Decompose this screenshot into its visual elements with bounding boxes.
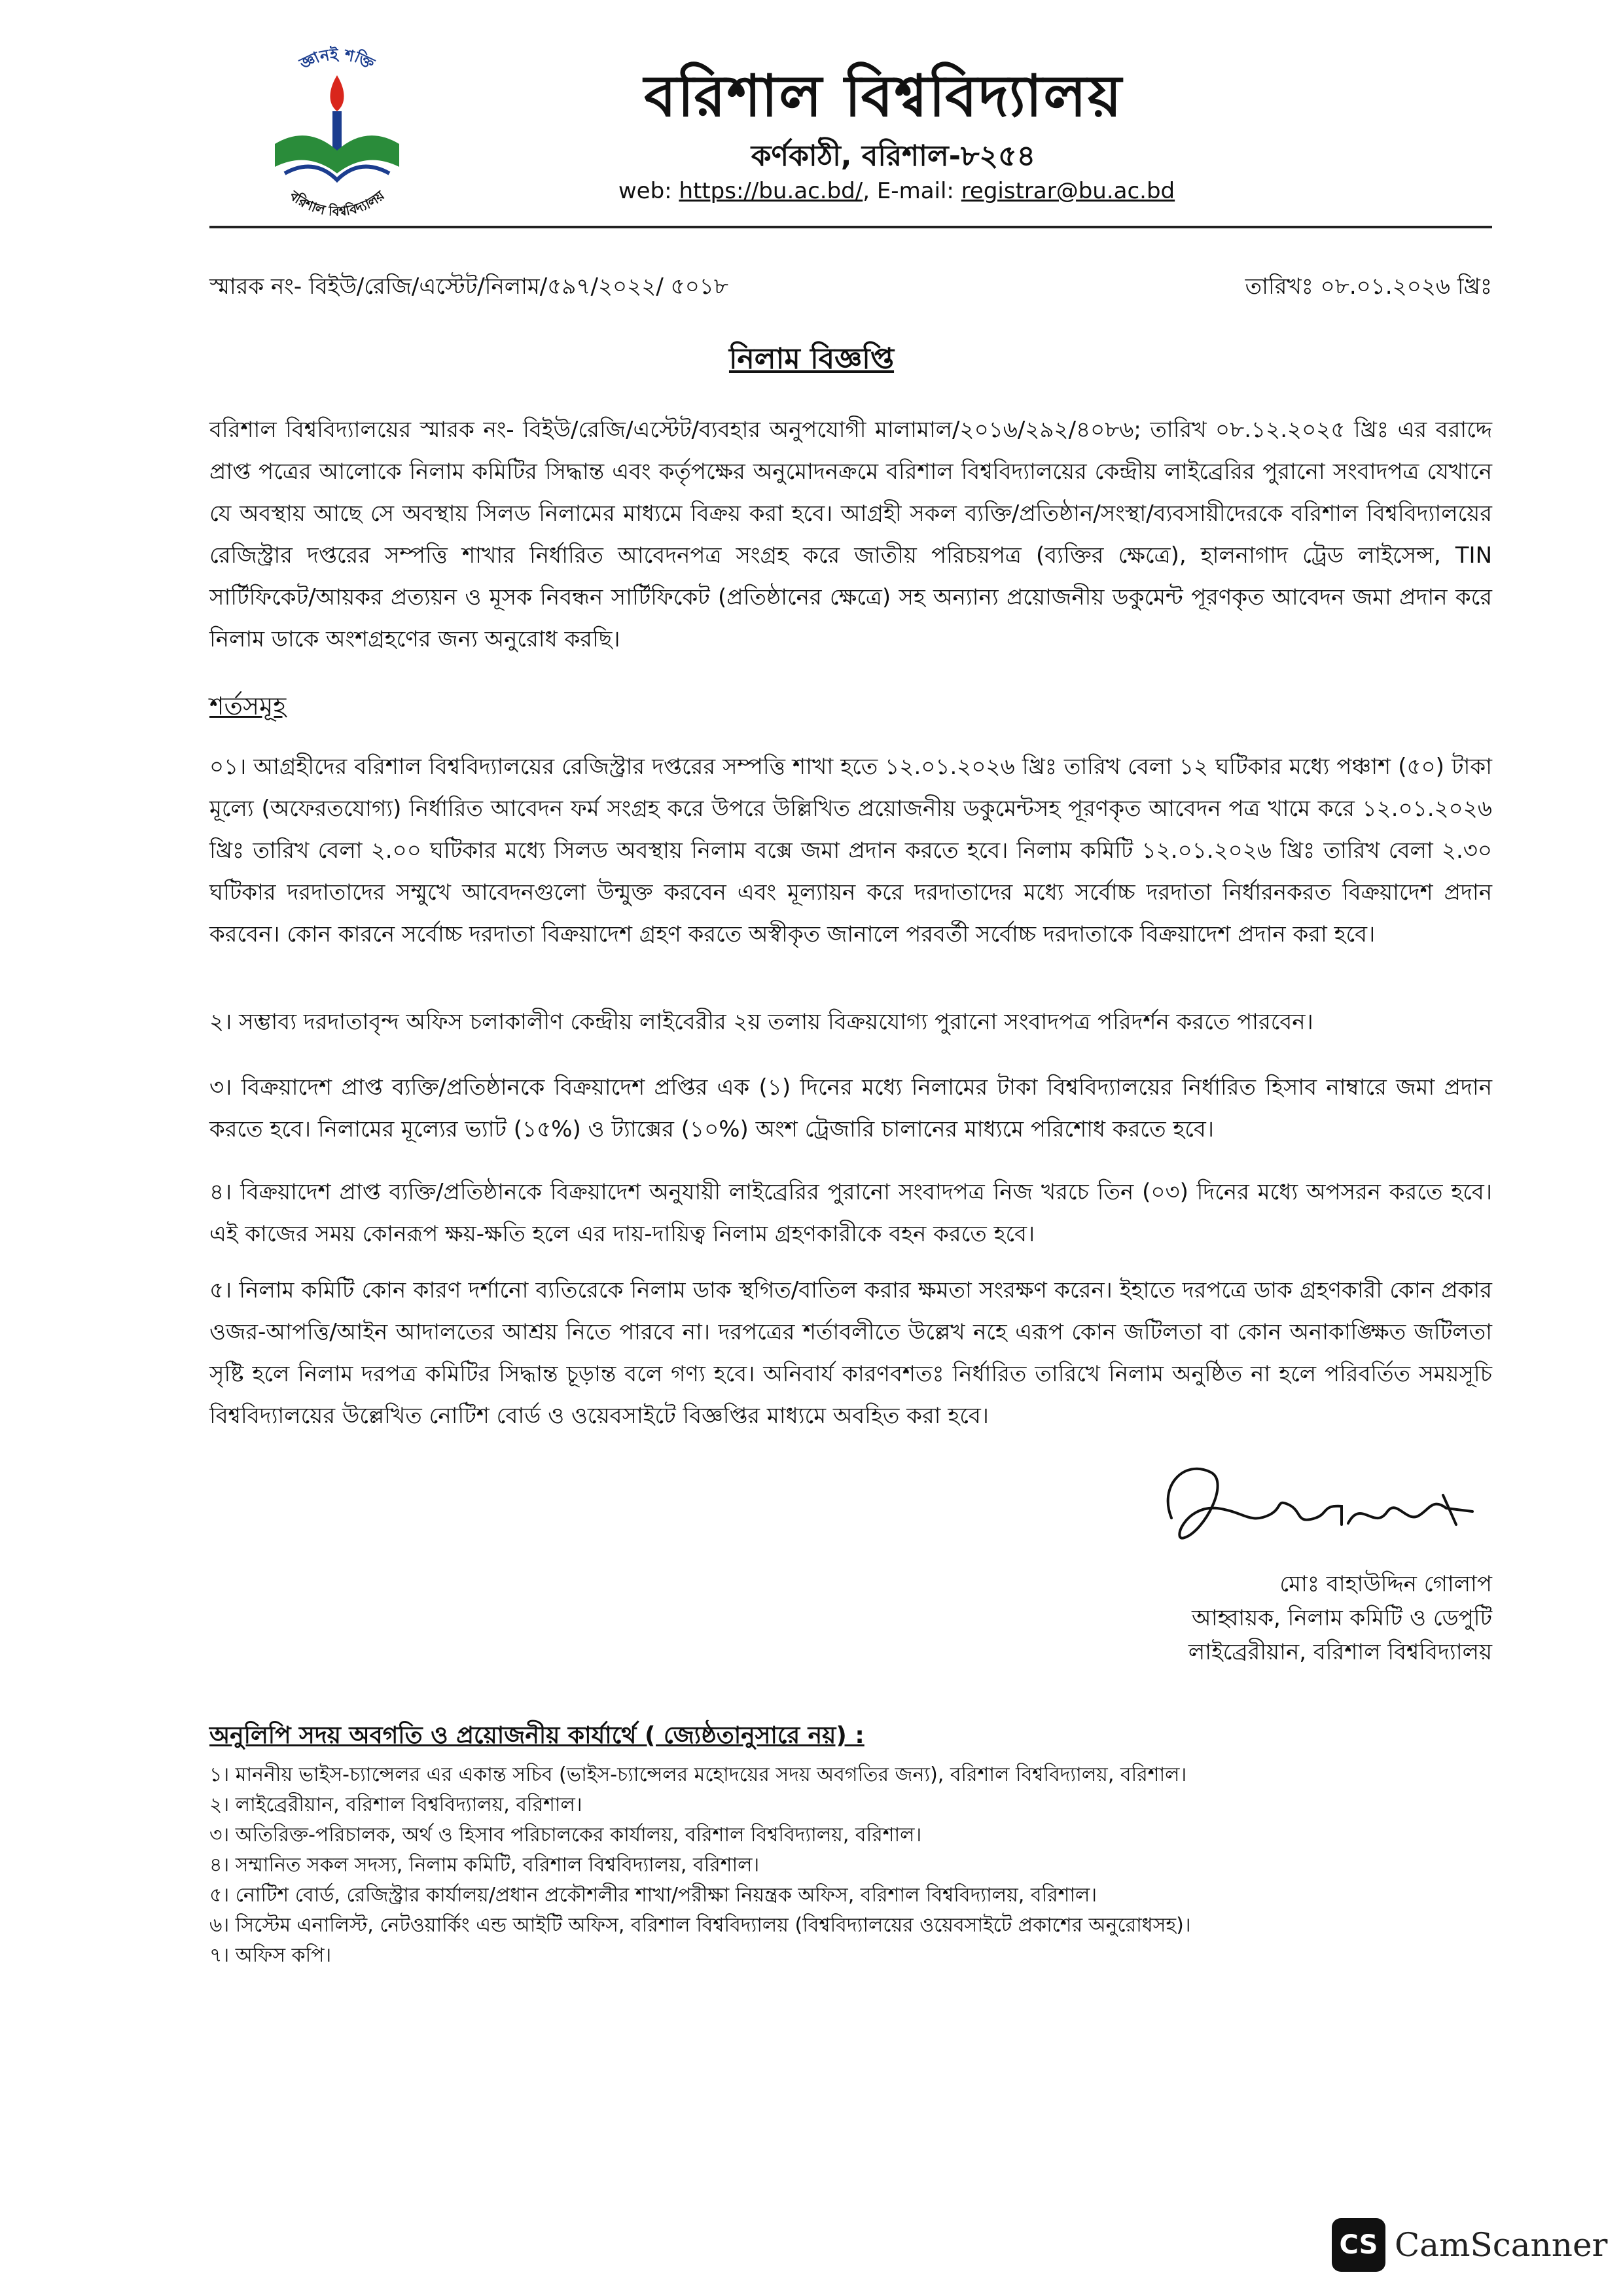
signatory-title-2: লাইব্রেরীয়ান, বরিশাল বিশ্ববিদ্যালয় — [1188, 1639, 1492, 1665]
copies-heading: অনুলিপি সদয় অবগতি ও প্রয়োজনীয় কার্যার্থে ( জ্যেষ্ঠতানুসারে নয়) : — [209, 1722, 865, 1749]
svg-text:বরিশাল বিশ্ববিদ্যালয়: বরিশাল বিশ্ববিদ্যালয় — [287, 187, 387, 216]
copy-item: ৬। সিস্টেম এনালিস্ট, নেটওয়ার্কিং এন্ড আইটি অফিস, বরিশাল বিশ্ববিদ্যালয় (বিশ্ববিদ্যালয়ের ওয়েবসাইটে প্রকাশের অনুরোধসহ)। — [209, 1914, 1191, 1937]
camscanner-badge-icon: CS — [1332, 2218, 1385, 2272]
header-divider — [209, 226, 1492, 228]
copy-item: ৪। সম্মানিত সকল সদস্য, নিলাম কমিটি, বরিশাল বিশ্ববিদ্যালয়, বরিশাল। — [209, 1854, 760, 1877]
contact-line — [0, 178, 1623, 204]
signature-image — [1145, 1446, 1492, 1557]
term-3: ৩। বিক্রয়াদেশ প্রাপ্ত ব্যক্তি/প্রতিষ্ঠানকে বিক্রয়াদেশ প্রপ্তির এক (১) দিনের মধ্যে নিলামের টাকা বিশ্ববিদ্যালয়ের নির্ধারিত হিসাব নাম্বারে জমা প্রদান করতে হবে। নিলামের মূল্যের ভ্যাট (১৫%) ও ট্যাক্সের (১০%) অংশ ট্রেজারি চালানের মাধ্যমে পরিশোধ করতে হবে। — [209, 1074, 1492, 1142]
term-1: ০১। আগ্রহীদের বরিশাল বিশ্ববিদ্যালয়ের রেজিস্ট্রার দপ্তরের সম্পত্তি শাখা হতে ১২.০১.২০২৬ খ্রিঃ তারিখ বেলা ১২ ঘটিকার মধ্যে পঞ্চাশ (৫০) টাকা মূল্যে (অফেরতযোগ্য) নির্ধারিত আবেদন ফর্ম সংগ্রহ করে উপরে উল্লিখিত প্রয়োজনীয় ডকুমেন্টসহ পূরণকৃত আবেদন পত্র খামে করে ১২.০১.২০২৬ খ্রিঃ তারিখ বেলা ২.০০ ঘটিকার মধ্যে সিলড অবস্থায় নিলাম বক্সে জমা প্রদান করতে হবে। নিলাম কমিটি ১২.০১.২০২৬ খ্রিঃ তারিখ বেলা ২.৩০ ঘটিকার দরদাতাদের সম্মুখে আবেদনগুলো উন্মুক্ত করবেন এবং মূল্যায়ন করে দরদাতাদের মধ্যে সর্বোচ্চ দরদাতা নির্ধারনকরত বিক্রয়াদেশ প্রদান করবেন। কোন কারনে সর্বোচ্চ দরদাতা বিক্রয়াদেশ গ্রহণ করতে অস্বীকৃত জানালে পরবর্তী সর্বোচ্চ দরদাতাকে বিক্রয়াদেশ প্রদান করা হবে। — [209, 754, 1492, 947]
intro-paragraph: বরিশাল বিশ্ববিদ্যালয়ের স্মারক নং- বিইউ/রেজি/এস্টেট/ব্যবহার অনুপযোগী মালামাল/২০১৬/২৯২/৪০৮৬; তারিখ ০৮.১২.২০২৫ খ্রিঃ এর বরাদ্দে প্রাপ্ত পত্রের আলোকে নিলাম কমিটির সিদ্ধান্ত এবং কর্তৃপক্ষের অনুমোদনক্রমে বরিশাল বিশ্ববিদ্যালয়ের কেন্দ্রীয় লাইব্রেরির পুরানো সংবাদপত্র যেখানে যে অবস্থায় আছে সে অবস্থায় সিলড নিলামের মাধ্যমে বিক্রয় করা হবে। আগ্রহী সকল ব্যক্তি/প্রতিষ্ঠান/সংস্থা/ব্যবসায়ীদেরকে বরিশাল বিশ্ববিদ্যালয়ের রেজিস্ট্রার দপ্তরের সম্পত্তি শাখার নির্ধারিত আবেদনপত্র সংগ্রহ করে জাতীয় পরিচয়পত্র (ব্যক্তির ক্ষেত্রে), হালনাগাদ ট্রেড লাইসেন্স, TIN সার্টিফিকেট/আয়কর প্রত্যয়ন ও মূসক নিবন্ধন সার্টিফিকেট (প্রতিষ্ঠানের ক্ষেত্রে) সহ অন্যান্য প্রয়োজনীয় ডকুমেন্ট পূরণকৃত আবেদন জমা প্রদান করে নিলাম ডাকে অংশগ্রহণের জন্য অনুরোধ করছি। — [209, 417, 1492, 652]
term-5: ৫। নিলাম কমিটি কোন কারণ দর্শানো ব্যতিরেকে নিলাম ডাক স্থগিত/বাতিল করার ক্ষমতা সংরক্ষণ করেন। ইহাতে দরপত্রে ডাক গ্রহণকারী কোন প্রকার ওজর-আপত্তি/আইন আদালতের আশ্রয় নিতে পারবে না। দরপত্রের শর্তাবলীতে উল্লেখ নহে এরূপ কোন জটিলতা বা কোন অনাকাঙ্ক্ষিত জটিলতা সৃষ্টি হলে নিলাম দরপত্র কমিটির সিদ্ধান্ত চূড়ান্ত বলে গণ্য হবে। অনিবার্য কারণবশতঃ নির্ধারিত তারিখে নিলাম অনুষ্ঠিত না হলে পরিবর্তিত সময়সূচি বিশ্ববিদ্যালয়ের উল্লেখিত নোটিশ বোর্ড ও ওয়েবসাইটে বিজ্ঞপ্তির মাধ্যমে অবহিত করা হবে। — [209, 1277, 1492, 1429]
web-prefix: web: — [618, 178, 679, 204]
memo-date: তারিখঃ ০৮.০১.২০২৬ খ্রিঃ — [1245, 274, 1492, 300]
copy-item: ৭। অফিস কপি। — [209, 1944, 332, 1967]
copy-item: ৩। অতিরিক্ত-পরিচালক, অর্থ ও হিসাব পরিচালকের কার্যালয়, বরিশাল বিশ্ববিদ্যালয়, বরিশাল। — [209, 1824, 922, 1846]
camscanner-watermark — [1332, 2218, 1607, 2272]
university-address: কর্ণকাঠী, বরিশাল-৮২৫৪ — [751, 139, 1036, 173]
email-link[interactable]: registrar@bu.ac.bd — [961, 178, 1175, 204]
copies-list — [209, 1760, 1191, 1971]
notice-subject: নিলাম বিজ্ঞপ্তি — [728, 342, 895, 376]
web-link[interactable]: https://bu.ac.bd/ — [679, 178, 863, 204]
memo-number: স্মারক নং- বিইউ/রেজি/এস্টেট/নিলাম/৫৯৭/২০২২/ ৫০১৮ — [209, 274, 728, 300]
svg-text:জ্ঞানই শক্তি: জ্ঞানই শক্তি — [296, 46, 378, 73]
copy-item: ২। লাইব্রেরীয়ান, বরিশাল বিশ্ববিদ্যালয়, বরিশাল। — [209, 1793, 582, 1816]
copy-item: ১। মাননীয় ভাইস-চ্যান্সেলর এর একান্ত সচিব (ভাইস-চ্যান্সেলর মহোদয়ের সদয় অবগতির জন্য), বরিশাল বিশ্ববিদ্যালয়, বরিশাল। — [209, 1763, 1187, 1786]
signatory-name: মোঃ বাহাউদ্দিন গোলাপ — [1279, 1571, 1492, 1597]
camscanner-label: CamScanner — [1395, 2226, 1608, 2264]
signatory-block — [1188, 1567, 1492, 1669]
university-name: বরিশাল বিশ্ববিদ্যালয় — [644, 62, 1123, 130]
terms-heading: শর্তসমূহ — [209, 692, 287, 720]
email-prefix: , E-mail: — [863, 178, 961, 204]
term-4: ৪। বিক্রয়াদেশ প্রাপ্ত ব্যক্তি/প্রতিষ্ঠানকে বিক্রয়াদেশ অনুযায়ী লাইব্রেরির পুরানো সংবাদপত্র নিজ খরচে তিন (০৩) দিনের মধ্যে অপসরন করতে হবে। এই কাজের সময় কোনরূপ ক্ষয়-ক্ষতি হলে এর দায়-দায়িত্ব নিলাম গ্রহণকারীকে বহন করতে হবে। — [209, 1179, 1492, 1247]
signatory-title-1: আহ্বায়ক, নিলাম কমিটি ও ডেপুটি — [1191, 1605, 1492, 1631]
copy-item: ৫। নোটিশ বোর্ড, রেজিস্ট্রার কার্যালয়/প্রধান প্রকৌশলীর শাখা/পরীক্ষা নিয়ন্ত্রক অফিস, বরিশাল বিশ্ববিদ্যালয়, বরিশাল। — [209, 1884, 1097, 1907]
term-2: ২। সম্ভাব্য দরদাতাবৃন্দ অফিস চলাকালীণ কেন্দ্রীয় লাইবেরীর ২য় তলায় বিক্রয়যোগ্য পুরানো সংবাদপত্র পরিদর্শন করতে পারবেন। — [209, 1009, 1313, 1035]
